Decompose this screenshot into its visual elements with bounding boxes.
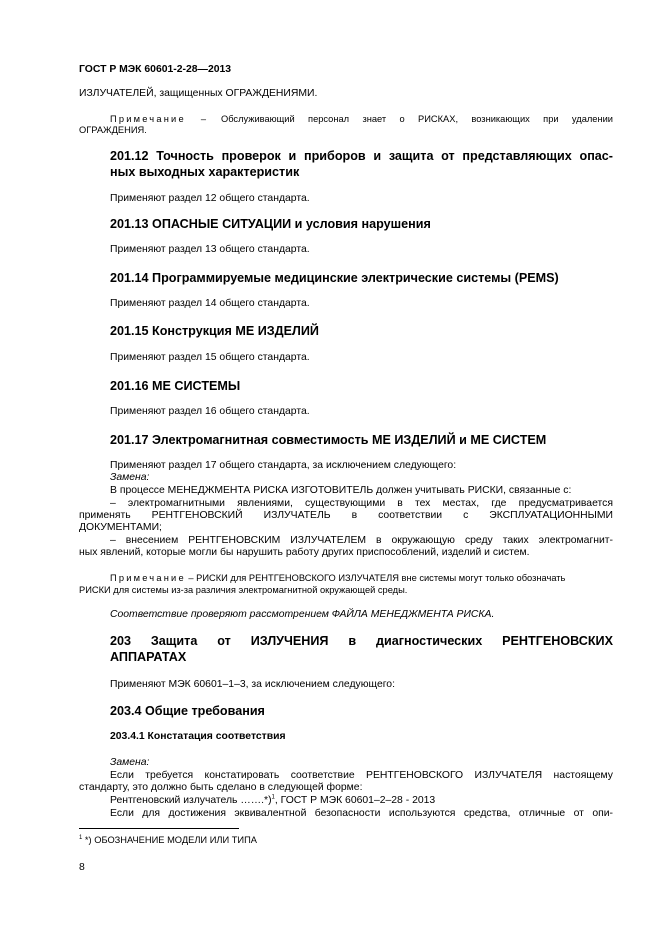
footnote-divider — [79, 828, 239, 829]
statement-line3 — [110, 795, 435, 807]
section-heading-203-4: 203.4 Общие требования — [110, 704, 265, 718]
footnote-mark: 1 — [79, 834, 83, 841]
section-heading-201-14: 201.14 Программируемые медицинские электрические системы (PEMS) — [110, 271, 559, 285]
note-label: Примечание — [110, 114, 186, 124]
statement-line4: Если для достижения эквивалентной безопасности используются средства, отличные от опи- — [110, 808, 613, 819]
statement-line3-pre: Рентгеновский излучатель …….*) — [110, 795, 272, 806]
compliance-statement: Соответствие проверяют рассмотрением ФАЙЛА МЕНЕДЖМЕНТА РИСКА. — [110, 609, 495, 620]
list-item-1-line3: ДОКУМЕНТАМИ; — [79, 522, 162, 533]
section-201-15-body: Применяют раздел 15 общего стандарта. — [110, 352, 310, 363]
section-heading-203-4-1: 203.4.1 Констатация соответствия — [110, 731, 286, 742]
section-heading-201-17: 201.17 Электромагнитная совместимость МЕ ИЗДЕЛИЙ и МЕ СИСТЕМ — [110, 433, 547, 447]
section-heading-203-line1: 203 Защита от ИЗЛУЧЕНИЯ в диагностических РЕНТГЕНОВСКИХ — [110, 634, 613, 648]
footnote-ref[interactable]: 1 — [271, 794, 275, 801]
replacement-label: Замена: — [110, 472, 150, 483]
note-201-17-label — [110, 573, 565, 584]
statement-line3-post: , ГОСТ Р МЭК 60601–2–28 - 2013 — [274, 795, 436, 806]
replacement-label-2: Замена: — [110, 757, 150, 768]
section-heading-203-line2: АППАРАТАХ — [110, 650, 187, 664]
footnote — [79, 835, 257, 846]
note-dash: – — [200, 114, 206, 124]
list-item-1-line1: – электромагнитными явлениями, существующими в тех местах, где предусматривается — [110, 498, 613, 509]
section-heading-201-16: 201.16 МЕ СИСТЕМЫ — [110, 379, 241, 393]
note-first-line — [110, 114, 613, 125]
note-text-line1: Обслуживающий персонал знает о РИСКАХ, возникающих при удалении — [220, 114, 613, 124]
footnote-text: *) ОБОЗНАЧЕНИЕ МОДЕЛИ ИЛИ ТИПА — [82, 835, 257, 845]
note-block — [110, 114, 613, 125]
section-heading-201-15: 201.15 Конструкция МЕ ИЗДЕЛИЙ — [110, 324, 319, 338]
list-item-2-line1: – внесением РЕНТГЕНОВСКИМ ИЗЛУЧАТЕЛЕМ в окружающую среду таких электромагнит- — [110, 535, 613, 546]
note-text-line1: – РИСКИ для РЕНТГЕНОВСКОГО ИЗЛУЧАТЕЛЯ вне системы могут только обозначать — [188, 573, 566, 583]
section-heading-201-12-line1: 201.12 Точность проверок и приборов и защита от представляющих опас- — [110, 149, 613, 163]
section-201-17-intro: Применяют раздел 17 общего стандарта, за исключением следующего: — [110, 460, 457, 471]
list-item-2-line2: ных явлений, которые могли бы нарушить работу других приспособлений, изделий и систем. — [79, 547, 530, 558]
statement-line1: Если требуется констатировать соответствие РЕНТГЕНОВСКОГО ИЗЛУЧАТЕЛЯ настоящему — [110, 770, 613, 781]
list-item-1-line2: применять РЕНТГЕНОВСКИЙ ИЗЛУЧАТЕЛЬ в соответствии с ЭКСПЛУАТАЦИОННЫМИ — [79, 510, 613, 521]
page-number: 8 — [79, 862, 85, 873]
risk-paragraph: В процессе МЕНЕДЖМЕНТА РИСКА ИЗГОТОВИТЕЛЬ должен учитывать РИСКИ, связанные с: — [110, 485, 572, 496]
section-201-13-body: Применяют раздел 13 общего стандарта. — [110, 244, 310, 255]
note-text-line2: ОГРАЖДЕНИЯ. — [79, 125, 147, 135]
section-201-12-body: Применяют раздел 12 общего стандарта. — [110, 193, 310, 204]
section-201-16-body: Применяют раздел 16 общего стандарта. — [110, 406, 310, 417]
statement-line2: стандарту, это должно быть сделано в следующей форме: — [79, 782, 363, 793]
section-201-14-body: Применяют раздел 14 общего стандарта. — [110, 298, 310, 309]
section-heading-201-13: 201.13 ОПАСНЫЕ СИТУАЦИИ и условия нарушения — [110, 217, 431, 231]
section-heading-201-12-line2: ных выходных характеристик — [110, 165, 300, 179]
section-203-body: Применяют МЭК 60601–1–3, за исключением следующего: — [110, 679, 395, 690]
continued-text-line: ИЗЛУЧАТЕЛЕЙ, защищенных ОГРАЖДЕНИЯМИ. — [79, 88, 318, 99]
document-header-id: ГОСТ Р МЭК 60601-2-28—2013 — [79, 64, 232, 75]
note-label: Примечание — [110, 573, 186, 583]
note-201-17-line2: РИСКИ для системы из-за различия электромагнитной окружающей среды. — [79, 585, 408, 595]
